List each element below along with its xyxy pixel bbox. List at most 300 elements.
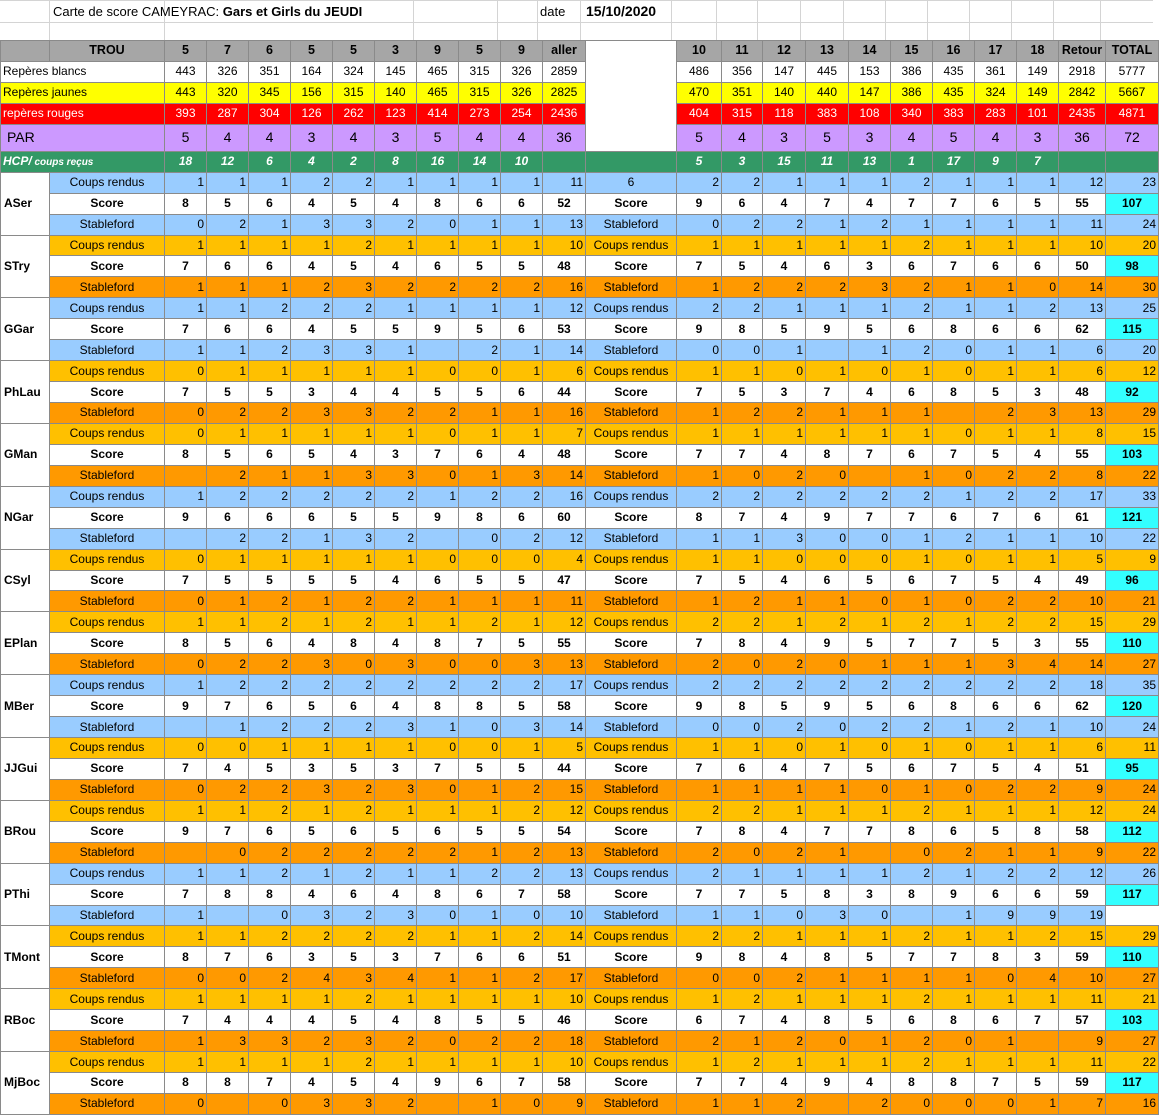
tee-distance[interactable]: 404 <box>677 103 722 124</box>
coups-rendus-value[interactable]: 2 <box>333 989 375 1010</box>
coups-rendus-total[interactable]: 25 <box>1106 298 1159 319</box>
score-value[interactable]: 7 <box>165 1010 207 1031</box>
score-value[interactable]: 5 <box>333 758 375 779</box>
stableford-retour[interactable]: 10 <box>1059 717 1106 738</box>
par-aller[interactable]: 36 <box>543 124 586 151</box>
hole-number[interactable]: 12 <box>763 41 806 62</box>
coups-rendus-value[interactable]: 2 <box>677 800 722 821</box>
stableford-value[interactable]: 2 <box>249 717 291 738</box>
empty-cell[interactable] <box>543 151 586 172</box>
score-value[interactable]: 3 <box>763 382 806 403</box>
stableford-value[interactable]: 1 <box>806 403 849 424</box>
score-value[interactable]: 6 <box>975 193 1017 214</box>
tee-distance[interactable]: 304 <box>249 103 291 124</box>
stableford-value[interactable]: 4 <box>1017 654 1059 675</box>
stableford-value[interactable]: 1 <box>459 591 501 612</box>
stableford-value[interactable]: 0 <box>165 968 207 989</box>
stableford-value[interactable]: 2 <box>333 905 375 926</box>
score-value[interactable]: 5 <box>375 821 417 842</box>
tee-distance[interactable]: 324 <box>975 82 1017 103</box>
score-value[interactable]: 4 <box>375 1010 417 1031</box>
row-label[interactable]: Coups rendus <box>50 361 165 382</box>
score-value[interactable]: 5 <box>375 507 417 528</box>
coups-rendus-value[interactable]: 1 <box>849 800 891 821</box>
score-value[interactable]: 7 <box>165 382 207 403</box>
coups-rendus-value[interactable]: 1 <box>417 989 459 1010</box>
score-value[interactable]: 4 <box>763 507 806 528</box>
coups-rendus-value[interactable]: 1 <box>933 612 975 633</box>
stableford-value[interactable]: 1 <box>722 905 763 926</box>
stableford-total[interactable]: 27 <box>1106 968 1159 989</box>
row-label[interactable]: Coups rendus <box>50 1052 165 1073</box>
score-value[interactable]: 9 <box>806 1073 849 1094</box>
score-value[interactable]: 6 <box>1017 696 1059 717</box>
score-value[interactable]: 7 <box>975 1073 1017 1094</box>
stableford-value[interactable]: 1 <box>677 403 722 424</box>
coups-rendus-value[interactable]: 1 <box>975 800 1017 821</box>
stableford-value[interactable]: 2 <box>763 654 806 675</box>
row-label[interactable]: Coups rendus <box>586 926 677 947</box>
row-label[interactable]: Stableford <box>586 654 677 675</box>
score-value[interactable]: 8 <box>933 1010 975 1031</box>
stableford-value[interactable]: 2 <box>501 528 543 549</box>
stableford-retour[interactable]: 13 <box>1059 403 1106 424</box>
tee-distance[interactable]: 435 <box>933 61 975 82</box>
stableford-value[interactable]: 1 <box>1017 842 1059 863</box>
score-value[interactable]: 3 <box>1017 382 1059 403</box>
par-value[interactable]: 3 <box>291 124 333 151</box>
score-value[interactable]: 8 <box>207 1073 249 1094</box>
score-value[interactable]: 8 <box>165 947 207 968</box>
coups-rendus-value[interactable]: 1 <box>891 423 933 444</box>
par-value[interactable]: 4 <box>459 124 501 151</box>
coups-rendus-value[interactable]: 1 <box>375 738 417 759</box>
score-value[interactable]: 3 <box>1017 947 1059 968</box>
coups-rendus-value[interactable]: 1 <box>1017 1052 1059 1073</box>
coups-rendus-value[interactable]: 2 <box>849 675 891 696</box>
tee-distance[interactable]: 118 <box>763 103 806 124</box>
coups-rendus-value[interactable]: 1 <box>933 235 975 256</box>
coups-rendus-aller[interactable]: 7 <box>543 423 586 444</box>
score-value[interactable]: 7 <box>933 193 975 214</box>
coups-rendus-value[interactable]: 1 <box>763 612 806 633</box>
stableford-value[interactable]: 0 <box>417 654 459 675</box>
hcp-label[interactable] <box>1 151 165 172</box>
stableford-value[interactable]: 0 <box>849 905 891 926</box>
coups-rendus-value[interactable]: 1 <box>249 423 291 444</box>
coups-rendus-value[interactable]: 1 <box>417 863 459 884</box>
score-value[interactable]: 3 <box>291 758 333 779</box>
stableford-value[interactable]: 0 <box>722 717 763 738</box>
score-value[interactable]: 6 <box>459 1073 501 1094</box>
stableford-value[interactable]: 0 <box>975 968 1017 989</box>
coups-rendus-total[interactable]: 26 <box>1106 863 1159 884</box>
stableford-value[interactable]: 1 <box>677 1093 722 1114</box>
tee-distance[interactable]: 287 <box>207 103 249 124</box>
row-label[interactable]: Score <box>50 256 165 277</box>
stableford-value[interactable]: 1 <box>417 591 459 612</box>
stableford-value[interactable]: 2 <box>249 968 291 989</box>
tee-distance[interactable]: 440 <box>806 82 849 103</box>
stableford-value[interactable] <box>165 465 207 486</box>
hcp-value[interactable]: 12 <box>207 151 249 172</box>
stableford-retour[interactable]: 10 <box>1059 968 1106 989</box>
score-value[interactable]: 6 <box>975 696 1017 717</box>
score-value[interactable]: 8 <box>417 696 459 717</box>
coups-rendus-value[interactable]: 1 <box>501 423 543 444</box>
coups-rendus-value[interactable]: 1 <box>763 423 806 444</box>
score-value[interactable]: 8 <box>933 382 975 403</box>
empty-cell[interactable] <box>586 61 677 82</box>
score-value[interactable]: 4 <box>375 633 417 654</box>
stableford-value[interactable]: 1 <box>891 465 933 486</box>
coups-rendus-value[interactable]: 0 <box>459 549 501 570</box>
stableford-value[interactable]: 1 <box>763 591 806 612</box>
coups-rendus-value[interactable]: 2 <box>207 675 249 696</box>
coups-rendus-value[interactable]: 2 <box>722 298 763 319</box>
stableford-total[interactable]: 22 <box>1106 842 1159 863</box>
score-value[interactable]: 4 <box>375 884 417 905</box>
score-aller[interactable]: 52 <box>543 193 586 214</box>
coups-rendus-value[interactable]: 1 <box>165 172 207 193</box>
stableford-value[interactable]: 0 <box>459 717 501 738</box>
score-value[interactable]: 5 <box>459 382 501 403</box>
coups-rendus-value[interactable]: 0 <box>501 549 543 570</box>
tee-distance[interactable]: 443 <box>165 61 207 82</box>
coups-rendus-retour[interactable]: 12 <box>1059 863 1106 884</box>
coups-rendus-value[interactable]: 1 <box>291 989 333 1010</box>
row-label[interactable]: Stableford <box>50 842 165 863</box>
score-value[interactable]: 7 <box>806 193 849 214</box>
coups-rendus-value[interactable]: 2 <box>333 612 375 633</box>
score-aller[interactable]: 58 <box>543 884 586 905</box>
stableford-total[interactable]: 19 <box>1059 905 1106 926</box>
coups-rendus-value[interactable]: 1 <box>417 926 459 947</box>
coups-rendus-value[interactable]: 2 <box>891 1052 933 1073</box>
aller-distance[interactable]: 2859 <box>543 61 586 82</box>
tee-distance[interactable]: 101 <box>1017 103 1059 124</box>
score-value[interactable]: 4 <box>763 570 806 591</box>
score-value[interactable]: 7 <box>722 507 763 528</box>
score-value[interactable]: 8 <box>806 1010 849 1031</box>
stableford-aller[interactable]: 15 <box>543 779 586 800</box>
score-value[interactable]: 5 <box>375 319 417 340</box>
stableford-retour[interactable]: 10 <box>1059 528 1106 549</box>
row-label[interactable]: Stableford <box>50 591 165 612</box>
hole-number[interactable]: 10 <box>677 41 722 62</box>
coups-rendus-value[interactable]: 1 <box>677 549 722 570</box>
stableford-value[interactable]: 2 <box>333 591 375 612</box>
stableford-value[interactable]: 2 <box>375 403 417 424</box>
score-value[interactable]: 4 <box>763 1073 806 1094</box>
stableford-value[interactable]: 2 <box>207 654 249 675</box>
par-value[interactable]: 4 <box>207 124 249 151</box>
par-value[interactable]: 3 <box>849 124 891 151</box>
score-value[interactable]: 7 <box>677 1073 722 1094</box>
stableford-value[interactable]: 1 <box>933 214 975 235</box>
row-label[interactable]: Stableford <box>50 1093 165 1114</box>
score-value[interactable]: 5 <box>333 507 375 528</box>
score-value[interactable]: 7 <box>677 758 722 779</box>
score-total[interactable]: 117 <box>1106 884 1159 905</box>
score-value[interactable]: 6 <box>249 319 291 340</box>
score-retour[interactable]: 62 <box>1059 319 1106 340</box>
score-aller[interactable]: 48 <box>543 256 586 277</box>
coups-rendus-value[interactable]: 1 <box>207 800 249 821</box>
coups-rendus-value[interactable]: 2 <box>891 989 933 1010</box>
hcp-value[interactable]: 13 <box>849 151 891 172</box>
stableford-value[interactable]: 1 <box>933 905 975 926</box>
coups-rendus-value[interactable]: 1 <box>459 172 501 193</box>
coups-rendus-value[interactable]: 1 <box>375 612 417 633</box>
score-total[interactable]: 120 <box>1106 696 1159 717</box>
retour-distance[interactable]: 2842 <box>1059 82 1106 103</box>
coups-rendus-value[interactable]: 2 <box>1017 675 1059 696</box>
coups-rendus-value[interactable]: 1 <box>333 549 375 570</box>
stableford-value[interactable]: 2 <box>249 403 291 424</box>
aller-distance[interactable]: 2436 <box>543 103 586 124</box>
score-value[interactable]: 7 <box>207 947 249 968</box>
stableford-value[interactable]: 1 <box>849 654 891 675</box>
stableford-value[interactable]: 1 <box>291 591 333 612</box>
row-label[interactable]: Score <box>586 821 677 842</box>
player-name[interactable]: GMan <box>1 423 50 486</box>
coups-rendus-value[interactable]: 0 <box>849 738 891 759</box>
score-retour[interactable]: 55 <box>1059 444 1106 465</box>
coups-rendus-value[interactable]: 1 <box>207 1052 249 1073</box>
score-value[interactable]: 6 <box>501 193 543 214</box>
stableford-value[interactable]: 0 <box>333 654 375 675</box>
stableford-aller[interactable]: 16 <box>543 277 586 298</box>
score-total[interactable]: 115 <box>1106 319 1159 340</box>
score-value[interactable]: 9 <box>165 507 207 528</box>
stableford-total[interactable]: 30 <box>1106 277 1159 298</box>
score-value[interactable]: 6 <box>891 319 933 340</box>
coups-rendus-value[interactable]: 1 <box>806 298 849 319</box>
stableford-value[interactable]: 1 <box>849 403 891 424</box>
stableford-value[interactable]: 1 <box>1017 717 1059 738</box>
row-label[interactable]: Score <box>50 884 165 905</box>
stableford-value[interactable]: 2 <box>249 591 291 612</box>
score-total[interactable]: 96 <box>1106 570 1159 591</box>
score-value[interactable]: 4 <box>207 758 249 779</box>
coups-rendus-value[interactable]: 1 <box>849 1052 891 1073</box>
tee-distance[interactable]: 326 <box>501 82 543 103</box>
stableford-value[interactable]: 0 <box>249 905 291 926</box>
row-label[interactable]: Coups rendus <box>50 423 165 444</box>
stableford-value[interactable]: 2 <box>375 842 417 863</box>
coups-rendus-value[interactable]: 1 <box>806 989 849 1010</box>
coups-rendus-value[interactable]: 1 <box>459 926 501 947</box>
row-label[interactable]: Coups rendus <box>586 361 677 382</box>
stableford-retour[interactable]: 9 <box>1059 779 1106 800</box>
coups-rendus-value[interactable]: 2 <box>722 612 763 633</box>
coups-rendus-value[interactable]: 1 <box>417 172 459 193</box>
stableford-value[interactable]: 2 <box>849 1093 891 1114</box>
stableford-value[interactable]: 1 <box>165 277 207 298</box>
score-value[interactable]: 6 <box>459 884 501 905</box>
stableford-value[interactable]: 3 <box>333 528 375 549</box>
player-name[interactable]: MBer <box>1 675 50 738</box>
score-value[interactable]: 5 <box>459 758 501 779</box>
score-value[interactable]: 6 <box>975 884 1017 905</box>
coups-rendus-value[interactable]: 1 <box>933 800 975 821</box>
coups-rendus-value[interactable]: 1 <box>933 926 975 947</box>
score-total[interactable]: 107 <box>1106 193 1159 214</box>
score-value[interactable]: 4 <box>763 444 806 465</box>
score-retour[interactable]: 50 <box>1059 256 1106 277</box>
tee-distance[interactable]: 386 <box>891 82 933 103</box>
coups-rendus-value[interactable]: 1 <box>806 423 849 444</box>
coups-rendus-value[interactable]: 1 <box>291 612 333 633</box>
stableford-value[interactable]: 1 <box>722 1093 763 1114</box>
score-value[interactable]: 8 <box>722 947 763 968</box>
coups-rendus-value[interactable]: 1 <box>375 298 417 319</box>
score-value[interactable]: 6 <box>933 821 975 842</box>
row-label[interactable]: Coups rendus <box>586 298 677 319</box>
hole-number[interactable]: 16 <box>933 41 975 62</box>
stableford-value[interactable]: 2 <box>291 1031 333 1052</box>
coups-rendus-value[interactable]: 2 <box>249 926 291 947</box>
coups-rendus-total[interactable]: 15 <box>1106 423 1159 444</box>
score-value[interactable]: 5 <box>722 382 763 403</box>
coups-rendus-value[interactable]: 2 <box>891 800 933 821</box>
stableford-value[interactable]: 2 <box>722 214 763 235</box>
score-value[interactable]: 7 <box>806 821 849 842</box>
stableford-value[interactable]: 3 <box>501 654 543 675</box>
tee-distance[interactable]: 345 <box>249 82 291 103</box>
stableford-value[interactable] <box>933 403 975 424</box>
stableford-retour[interactable]: 11 <box>1059 214 1106 235</box>
stableford-value[interactable]: 2 <box>291 842 333 863</box>
stableford-value[interactable]: 2 <box>501 1031 543 1052</box>
coups-rendus-value[interactable]: 1 <box>249 1052 291 1073</box>
coups-rendus-value[interactable]: 1 <box>165 863 207 884</box>
score-total[interactable]: 92 <box>1106 382 1159 403</box>
stableford-value[interactable]: 2 <box>291 277 333 298</box>
coups-rendus-value[interactable]: 0 <box>417 423 459 444</box>
empty-cell[interactable] <box>1 41 50 62</box>
stableford-value[interactable] <box>1017 1031 1059 1052</box>
stableford-value[interactable]: 2 <box>249 340 291 361</box>
hole-number[interactable]: 5 <box>291 41 333 62</box>
stableford-aller[interactable]: 13 <box>543 214 586 235</box>
stableford-value[interactable]: 1 <box>806 842 849 863</box>
stableford-value[interactable]: 3 <box>375 779 417 800</box>
coups-rendus-value[interactable]: 2 <box>333 235 375 256</box>
score-retour[interactable]: 58 <box>1059 821 1106 842</box>
hcp-value[interactable]: 5 <box>677 151 722 172</box>
score-value[interactable]: 5 <box>501 570 543 591</box>
score-value[interactable]: 4 <box>333 382 375 403</box>
score-value[interactable]: 6 <box>891 444 933 465</box>
stableford-value[interactable]: 2 <box>763 214 806 235</box>
coups-rendus-total[interactable]: 33 <box>1106 486 1159 507</box>
stableford-value[interactable]: 2 <box>417 842 459 863</box>
coups-rendus-value[interactable]: 1 <box>375 423 417 444</box>
retour-distance[interactable]: 2435 <box>1059 103 1106 124</box>
score-retour[interactable]: 49 <box>1059 570 1106 591</box>
coups-rendus-aller[interactable]: 17 <box>543 675 586 696</box>
hole-number[interactable]: 5 <box>333 41 375 62</box>
stableford-value[interactable]: 1 <box>677 779 722 800</box>
score-retour[interactable]: 62 <box>1059 696 1106 717</box>
stableford-value[interactable]: 2 <box>1017 465 1059 486</box>
score-value[interactable]: 6 <box>249 193 291 214</box>
coups-rendus-value[interactable]: 0 <box>459 361 501 382</box>
stableford-value[interactable]: 2 <box>249 842 291 863</box>
coups-rendus-retour[interactable]: 12 <box>1059 172 1106 193</box>
row-label[interactable]: Stableford <box>50 277 165 298</box>
score-value[interactable]: 4 <box>501 444 543 465</box>
coups-rendus-value[interactable]: 1 <box>677 989 722 1010</box>
score-value[interactable]: 6 <box>291 507 333 528</box>
score-value[interactable]: 7 <box>677 256 722 277</box>
stableford-aller[interactable]: 16 <box>543 403 586 424</box>
stableford-value[interactable] <box>165 842 207 863</box>
score-value[interactable]: 9 <box>806 507 849 528</box>
coups-rendus-value[interactable]: 1 <box>975 172 1017 193</box>
row-label[interactable]: Stableford <box>50 214 165 235</box>
row-label[interactable]: Score <box>586 444 677 465</box>
row-label[interactable]: Score <box>50 570 165 591</box>
coups-rendus-value[interactable]: 2 <box>501 486 543 507</box>
stableford-value[interactable]: 0 <box>677 717 722 738</box>
score-value[interactable]: 5 <box>207 633 249 654</box>
coups-rendus-value[interactable]: 1 <box>375 361 417 382</box>
score-value[interactable]: 9 <box>417 319 459 340</box>
score-value[interactable]: 4 <box>375 382 417 403</box>
stableford-value[interactable]: 1 <box>975 842 1017 863</box>
coups-rendus-value[interactable]: 2 <box>677 486 722 507</box>
score-value[interactable]: 8 <box>975 947 1017 968</box>
score-value[interactable]: 6 <box>1017 884 1059 905</box>
empty-cell[interactable] <box>1059 151 1106 172</box>
coups-rendus-value[interactable]: 2 <box>975 612 1017 633</box>
coups-rendus-value[interactable]: 1 <box>975 298 1017 319</box>
stableford-total[interactable]: 22 <box>1106 528 1159 549</box>
coups-rendus-value[interactable]: 1 <box>849 989 891 1010</box>
coups-rendus-value[interactable]: 2 <box>975 486 1017 507</box>
row-label[interactable]: Coups rendus <box>586 989 677 1010</box>
coups-rendus-value[interactable]: 2 <box>459 863 501 884</box>
score-value[interactable]: 5 <box>207 444 249 465</box>
stableford-value[interactable]: 3 <box>207 1031 249 1052</box>
tee-distance[interactable]: 108 <box>849 103 891 124</box>
stableford-value[interactable]: 1 <box>165 1031 207 1052</box>
coups-rendus-value[interactable]: 1 <box>417 800 459 821</box>
coups-rendus-value[interactable]: 1 <box>806 926 849 947</box>
score-value[interactable]: 9 <box>165 821 207 842</box>
stableford-value[interactable]: 1 <box>501 403 543 424</box>
score-value[interactable]: 7 <box>933 444 975 465</box>
tee-distance[interactable]: 147 <box>763 61 806 82</box>
row-label[interactable]: Stableford <box>586 277 677 298</box>
row-label[interactable]: Score <box>586 947 677 968</box>
score-value[interactable]: 5 <box>333 570 375 591</box>
tee-distance[interactable]: 465 <box>417 82 459 103</box>
coups-rendus-value[interactable]: 2 <box>417 675 459 696</box>
coups-rendus-total[interactable]: 21 <box>1106 989 1159 1010</box>
coups-rendus-value[interactable]: 0 <box>165 738 207 759</box>
score-value[interactable]: 6 <box>891 696 933 717</box>
score-value[interactable]: 4 <box>1017 444 1059 465</box>
stableford-value[interactable]: 0 <box>849 591 891 612</box>
row-label[interactable]: Coups rendus <box>586 549 677 570</box>
coups-rendus-retour[interactable]: 6 <box>1059 361 1106 382</box>
row-label[interactable]: Stableford <box>50 779 165 800</box>
score-value[interactable]: 7 <box>677 570 722 591</box>
